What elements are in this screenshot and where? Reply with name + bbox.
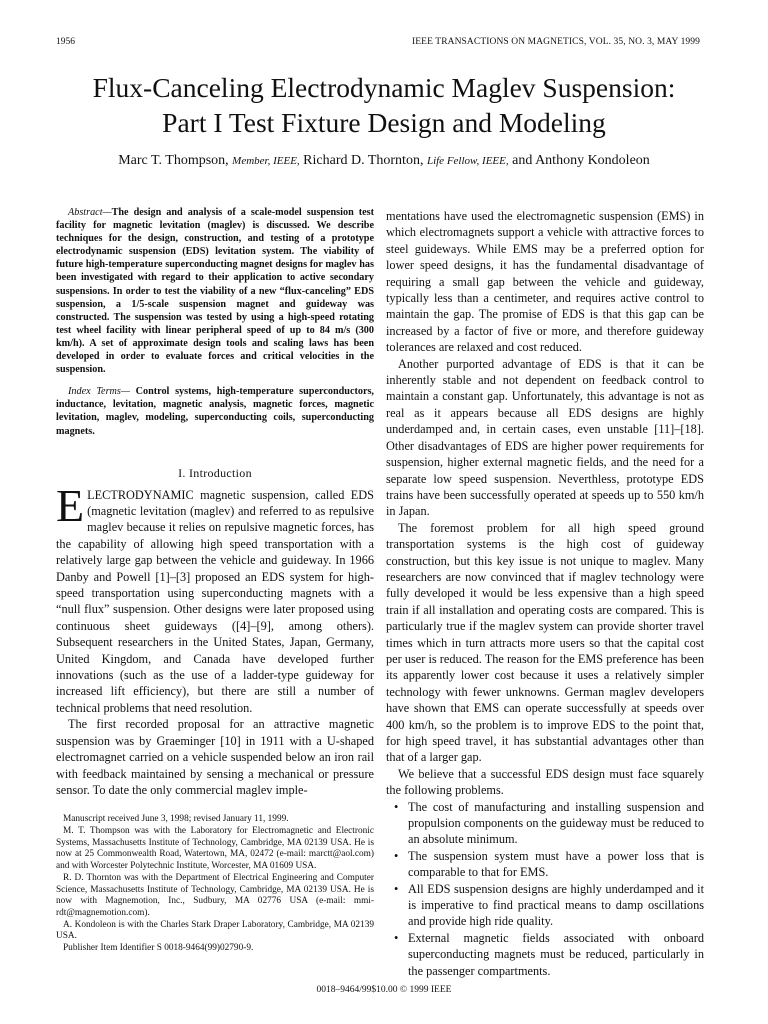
left-column xyxy=(56,206,374,955)
bullet-icon: • xyxy=(394,881,399,896)
running-head: IEEE TRANSACTIONS ON MAGNETICS, VOL. 35, NO. 3, MAY 1999 xyxy=(412,37,700,47)
author-kondoleon: and Anthony Kondoleon xyxy=(512,153,650,168)
list-item: • All EDS suspension designs are highly underdamped and it is imperative to find practical means to damp oscillations and provide high ride quality. xyxy=(394,881,704,929)
list-item: • External magnetic fields associated with onboard superconducting magnets must be reduced, particularly in the passenger compartments. xyxy=(394,930,704,978)
index-terms-text: Control systems, high-temperature superconductors, inductance, levitation, magnetic analysis, magnetic forces, magnetic levitation, maglev, modeling, superconducting coils, superconducting magnets. xyxy=(56,386,374,437)
index-terms xyxy=(56,385,374,437)
footnotes xyxy=(56,814,374,954)
right-column xyxy=(386,208,704,979)
footnote-thompson: M. T. Thompson was with the Laboratory for Electromagnetic and Electronic Systems, Massachusetts Institute of Technology, Cambridge, MA 02139 USA. He is now at 25 Commonwealth Road, Watertown, MA, 02472 (e-mail: marctt@aol.com) and with Worcester Polytechnic Institute, Worcester, MA 01609 USA. xyxy=(56,826,374,872)
intro-paragraph-1 xyxy=(56,479,374,717)
right-paragraph-1: mentations have used the electromagnetic suspension (EMS) in which electromagnets support a vehicle with attractive forces to steel guideways. While EMS may be a preferred option for lower speed designs, it has the fundamental disadvantage of requiring a small gap between the vehicle and guideway, typically less than a centimeter, and requires active control to maintain the gap. The promise of EDS is that this gap can be increased by a factor of five or more, and therefore guideway tolerances are relaxed and cost reduced. xyxy=(386,209,704,355)
page-number: 1956 xyxy=(56,37,75,47)
footnote-publisher-id: Publisher Item Identifier S 0018-9464(99)02790-9. xyxy=(63,943,254,954)
bullet-icon: • xyxy=(394,930,399,945)
problem-list xyxy=(386,799,704,979)
bullet-icon: • xyxy=(394,848,399,863)
abstract-text: The design and analysis of a scale-model suspension test facility for magnetic levitation (maglev) is discussed. We describe techniques for the design, construction, and testing of a prototype electrodynamic suspension (EDS) levitation system. The viability of future high-temperature superconducting magnet designs for maglev has been investigated with regard to their application to active secondary suspensions. In order to test the viability of a new “flux-canceling” EDS suspension, a 1/5-scale suspension magnet and guideway was constructed. The suspension was tested by using a high-speed rotating test wheel facility with linear peripheral speed of up to 84 m/s (300 km/h). A set of approximate design tools and scaling laws has been developed in order to evaluate forces and critical velocities in the suspension. xyxy=(56,207,374,376)
list-item: • The cost of manufacturing and installing suspension and propulsion components on the guideway must be reduced to an absolute minimum. xyxy=(394,799,704,847)
title-line-1: Flux-Canceling Electrodynamic Maglev Suspension: xyxy=(92,72,676,103)
author-thornton: Richard D. Thornton, xyxy=(303,153,424,168)
section-heading-introduction: I. Introduction xyxy=(178,465,252,480)
list-item: • The suspension system must have a power loss that is comparable to that for EMS. xyxy=(394,848,704,880)
author-list xyxy=(0,153,768,169)
footnote-thornton: R. D. Thornton was with the Department of Electrical Engineering and Computer Science, Massachusetts Institute of Technology, Cambridge, MA 02139 USA. He is now with Magnemotion, Inc., Sudbury, MA 02776 USA (e-mail: mmi-rdt@magnemotion.com). xyxy=(56,872,374,918)
right-paragraph-3: The foremost problem for all high speed ground transportation systems is the high cost of guideway construction, but this key issue is not unique to maglev. Many researchers are now convinced that if maglev technology were fully developed it would be less expensive than a high speed train if all installation and operating costs are compared. This is particularly true if the maglev system can provide shorter travel times which in turn attracts more users so that the capital cost per user is reduced. The reason for the EMS preference has been its apparently lower cost because it uses a relatively simpler technology with fewer unknowns. German maglev developers have shown that EMS can operate successfully at speeds over 400 km/h, so the problem is to improve EDS to the point that, for high speed travel, it has substantial advantages other than that of a larger gap. xyxy=(386,520,704,765)
intro-paragraph-2: The first recorded proposal for an attractive magnetic suspension was by Graeminger [10] in 1911 with a U-shaped electromagnet carried on a vehicle suspended below an iron rail with feedback maintained by sensing a mechanical or pressure sensor. To date the only commercial maglev imple- xyxy=(56,717,374,797)
index-terms-label: Index Terms— xyxy=(68,386,130,398)
intro-paragraph-1-text: LECTRODYNAMIC magnetic suspension, called EDS (magnetic levitation (maglev) and referred to as repulsive maglev because it relies on repulsive magnetic forces, has the capability of allowing high speed transportation with a relatively large gap between the vehicle and guideway. In 1966 Danby and Powell [1]–[3] proposed an EDS system for high-speed transportation using superconducting magnets with a “null flux” suspension. Other designs were later proposed using continuous sheet guideways ([4]–[9], among others). Subsequent researchers in the United States, Japan, Germany, United Kingdom, and Canada have developed further innovations (such as the use of a ladder-type guideway for increased lift efficiency), but there are still a number of technical problems that need resolution. xyxy=(56,487,374,715)
abstract-label: Abstract— xyxy=(68,207,112,218)
right-paragraph-4: We believe that a successful EDS design must face squarely the following problems. xyxy=(386,766,704,798)
right-paragraph-2: Another purported advantage of EDS is that it can be inherently stable and not dependent on feedback control to maintain a constant gap. Unfortunately, this advantage is not as real as it appears because all EDS designs are highly underdamped and, in certain cases, even unstable [11]–[18]. Other disadvantages of EDS are higher power requirements for suspension, higher external magnetic fields, and the need for a separate low speed suspension. Neverthless, prototype EDS trains have been successfully operated at speeds up to 550 km/h in Japan. xyxy=(386,356,704,519)
copyright-line: 0018–9464/99$10.00 © 1999 IEEE xyxy=(316,985,452,995)
author-thompson: Marc T. Thompson, xyxy=(118,153,229,168)
bullet-icon: • xyxy=(394,799,399,814)
author-thornton-role: Life Fellow, IEEE, xyxy=(426,155,509,167)
paper-title xyxy=(0,70,768,140)
abstract xyxy=(56,206,374,376)
drop-cap: E xyxy=(56,479,85,531)
footnote-kondoleon: A. Kondoleon is with the Charles Stark Draper Laboratory, Cambridge, MA 02139 USA. xyxy=(56,919,374,942)
footnote-received: Manuscript received June 3, 1998; revised January 11, 1999. xyxy=(63,814,289,825)
title-line-2: Part I Test Fixture Design and Modeling xyxy=(162,107,606,138)
author-thompson-role: Member, IEEE, xyxy=(232,155,300,167)
